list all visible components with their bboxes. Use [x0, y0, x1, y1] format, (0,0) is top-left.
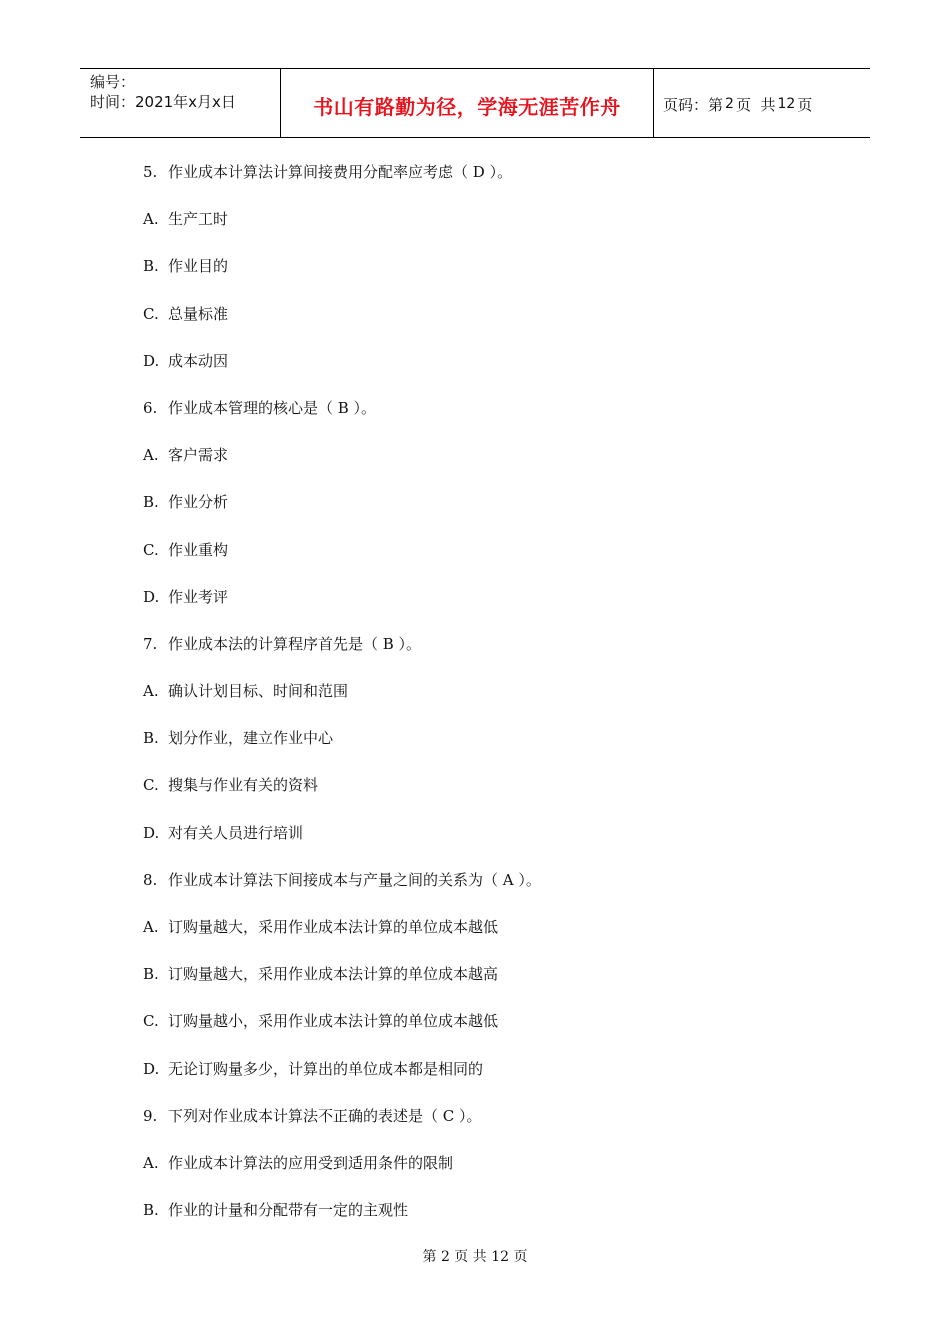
line-text: 生产工时	[168, 210, 229, 229]
line-number: A.	[143, 918, 159, 936]
option-6d	[143, 585, 843, 632]
line-text: 订购量越小，采用作业成本法计算的单位成本越低	[168, 1012, 499, 1031]
header-page-indicator	[654, 69, 870, 137]
line-text: 订购量越大，采用作业成本法计算的单位成本越低	[168, 918, 499, 936]
page-footer: 第 2 页 共 12 页	[422, 1249, 528, 1265]
line-number: B.	[143, 493, 159, 512]
question-6	[143, 396, 843, 443]
question-7	[143, 632, 843, 679]
option-5a	[143, 207, 843, 254]
line-text: 搜集与作业有关的资料	[168, 776, 319, 795]
line-number: B.	[143, 1201, 159, 1220]
line-number: D.	[143, 587, 160, 606]
question-8	[143, 868, 843, 915]
page-middle: 页 共	[735, 95, 776, 114]
question-9	[143, 1104, 843, 1151]
option-6c	[143, 538, 843, 585]
option-9a	[143, 1151, 843, 1198]
option-8c	[143, 1009, 843, 1056]
line-text: 下列对作业成本计算法不正确的表述是（ C ）。	[168, 1106, 482, 1125]
line-text: 作业成本计算法计算间接费用分配率应考虑（ D ）。	[168, 163, 513, 181]
line-text: 作业重构	[168, 540, 229, 559]
line-text: 作业分析	[168, 493, 229, 512]
line-text: 作业成本计算法下间接成本与产量之间的关系为（ A ）。	[168, 870, 541, 889]
line-number: 8.	[143, 870, 158, 889]
line-text: 作业考评	[168, 587, 229, 606]
line-text: 订购量越大，采用作业成本法计算的单位成本越高	[168, 965, 499, 984]
line-number: C.	[143, 304, 159, 323]
line-number: A.	[143, 210, 159, 229]
line-number: A.	[143, 682, 159, 701]
page-suffix: 页	[797, 95, 813, 114]
document-time-label: 时间：2021年x月x日	[90, 93, 236, 111]
line-number: B.	[143, 729, 159, 748]
line-text: 总量标准	[168, 304, 229, 323]
option-5d	[143, 349, 843, 396]
line-number: D.	[143, 1059, 160, 1078]
document-number-label: 编号：	[90, 73, 136, 91]
line-text: 对有关人员进行培训	[168, 823, 304, 842]
line-text: 作业目的	[168, 257, 229, 276]
question-5	[143, 160, 843, 207]
line-text: 作业成本计算法的应用受到适用条件的限制	[168, 1153, 454, 1172]
option-8d	[143, 1057, 843, 1104]
line-number: C.	[143, 1012, 159, 1031]
option-5c	[143, 302, 843, 349]
option-7c	[143, 773, 843, 820]
page-header	[80, 68, 870, 138]
option-7b	[143, 726, 843, 773]
page-prefix: 页码：第	[663, 95, 724, 114]
line-number: C.	[143, 776, 159, 795]
line-number: B.	[143, 257, 159, 276]
line-number: C.	[143, 540, 159, 559]
line-text: 作业的计量和分配带有一定的主观性	[168, 1201, 409, 1220]
option-8a	[143, 915, 843, 962]
line-text: 成本动因	[168, 351, 229, 370]
option-7a	[143, 679, 843, 726]
line-number: D.	[143, 351, 160, 370]
option-7d	[143, 821, 843, 868]
option-5b	[143, 254, 843, 301]
option-6b	[143, 490, 843, 537]
option-6a	[143, 443, 843, 490]
line-number: 9.	[143, 1106, 158, 1125]
line-number: 6.	[143, 398, 158, 417]
page-total: 12	[777, 96, 796, 112]
line-number: 5.	[143, 163, 158, 181]
question-list	[143, 160, 843, 1245]
option-9b	[143, 1198, 843, 1245]
line-text: 确认计划目标、时间和范围	[168, 682, 349, 701]
header-motto-cell	[281, 69, 654, 137]
page-current: 2	[725, 96, 734, 112]
line-number: A.	[143, 1153, 159, 1172]
line-text: 作业成本管理的核心是（ B ）。	[168, 398, 377, 417]
line-text: 划分作业，建立作业中心	[168, 729, 334, 748]
line-text: 客户需求	[168, 446, 229, 465]
line-text: 无论订购量多少，计算出的单位成本都是相同的	[168, 1059, 484, 1078]
line-text: 作业成本法的计算程序首先是（ B ）。	[168, 634, 422, 653]
option-8b	[143, 962, 843, 1009]
line-number: 7.	[143, 634, 158, 653]
header-motto: 书山有路勤为径，学海无涯苦作舟	[313, 94, 621, 119]
header-meta	[80, 69, 281, 137]
line-number: B.	[143, 965, 159, 984]
line-number: A.	[143, 446, 159, 465]
line-number: D.	[143, 823, 160, 842]
